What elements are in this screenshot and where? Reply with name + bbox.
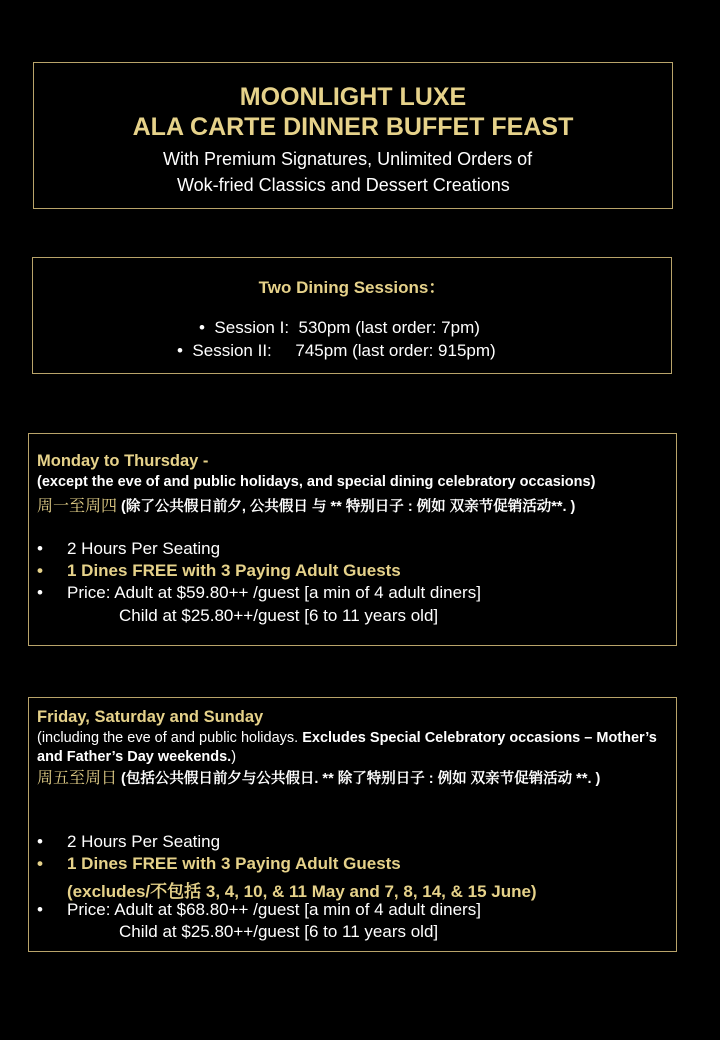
weekday-heading: Monday to Thursday - — [37, 452, 209, 470]
weekday-pricing-panel — [28, 433, 677, 646]
weekend-note — [37, 729, 669, 767]
session-1-line: • Session I: 530pm (last order: 7pm) — [199, 318, 480, 337]
bullet-marker: • — [37, 832, 43, 851]
weekend-chinese-days: 周五至周日 — [37, 770, 118, 787]
bullet-text: 1 Dines FREE with 3 Paying Adult Guests — [67, 854, 401, 873]
bullet-marker: • — [37, 539, 43, 558]
sessions-heading: Two Dining Sessions： — [258, 278, 446, 297]
bullet-text: Price: Adult at $68.80++ /guest [a min of 4 adult diners] — [67, 900, 481, 919]
bullet-marker: • — [37, 854, 43, 873]
title-panel — [33, 62, 673, 209]
weekday-note: (except the eve of and public holidays, and special dining celebratory occasions) — [37, 474, 596, 490]
weekend-chinese-note: (包括公共假日前夕与公共假日. ** 除了特别日子 : 例如 双亲节促销活动 **. ) — [117, 771, 601, 787]
title-line-2: ALA CARTE DINNER BUFFET FEAST — [132, 113, 574, 141]
weekend-note-bold: Excludes Special Celebratory occasions – Mother’s and Father’s Day weekends. — [37, 730, 657, 765]
bullet-text: 2 Hours Per Seating — [67, 832, 221, 851]
weekday-chinese-days: 周一至周四 — [37, 498, 118, 515]
bullet-text: 2 Hours Per Seating — [67, 539, 221, 558]
bullet-text: 1 Dines FREE with 3 Paying Adult Guests — [67, 561, 401, 580]
weekend-note-plain: (including the eve of and public holidays. — [37, 730, 303, 746]
subtitle-line-1: With Premium Signatures, Unlimited Orders of — [163, 149, 533, 169]
bullet-marker: • — [37, 561, 43, 580]
weekday-chinese-line — [37, 493, 669, 516]
sessions-panel — [32, 257, 672, 374]
weekend-note-end: ) — [231, 749, 237, 765]
title-line-1: MOONLIGHT LUXE — [239, 83, 467, 111]
weekend-chinese-line — [37, 768, 669, 790]
bullet-text: Price: Adult at $59.80++ /guest [a min of 4 adult diners] — [67, 583, 481, 602]
weekday-child-price: Child at $25.80++/guest [6 to 11 years old] — [119, 606, 439, 625]
weekend-child-price: Child at $25.80++/guest [6 to 11 years old] — [119, 922, 439, 941]
weekday-chinese-note: (除了公共假日前夕, 公共假日 与 ** 特别日子 : 例如 双亲节促销活动**. ) — [117, 499, 576, 515]
bullet-marker: • — [37, 583, 43, 602]
weekend-pricing-panel — [28, 697, 677, 952]
subtitle-line-2: Wok-fried Classics and Dessert Creations — [177, 175, 510, 195]
bullet-marker: • — [37, 900, 43, 919]
session-2-line: • Session II: 745pm (last order: 915pm) — [177, 341, 496, 360]
exclusion-text: (excludes/不包括 3, 4, 10, & 11 May and 7, 8, 14, & 15 June) — [67, 882, 537, 901]
weekend-heading: Friday, Saturday and Sunday — [37, 708, 264, 726]
